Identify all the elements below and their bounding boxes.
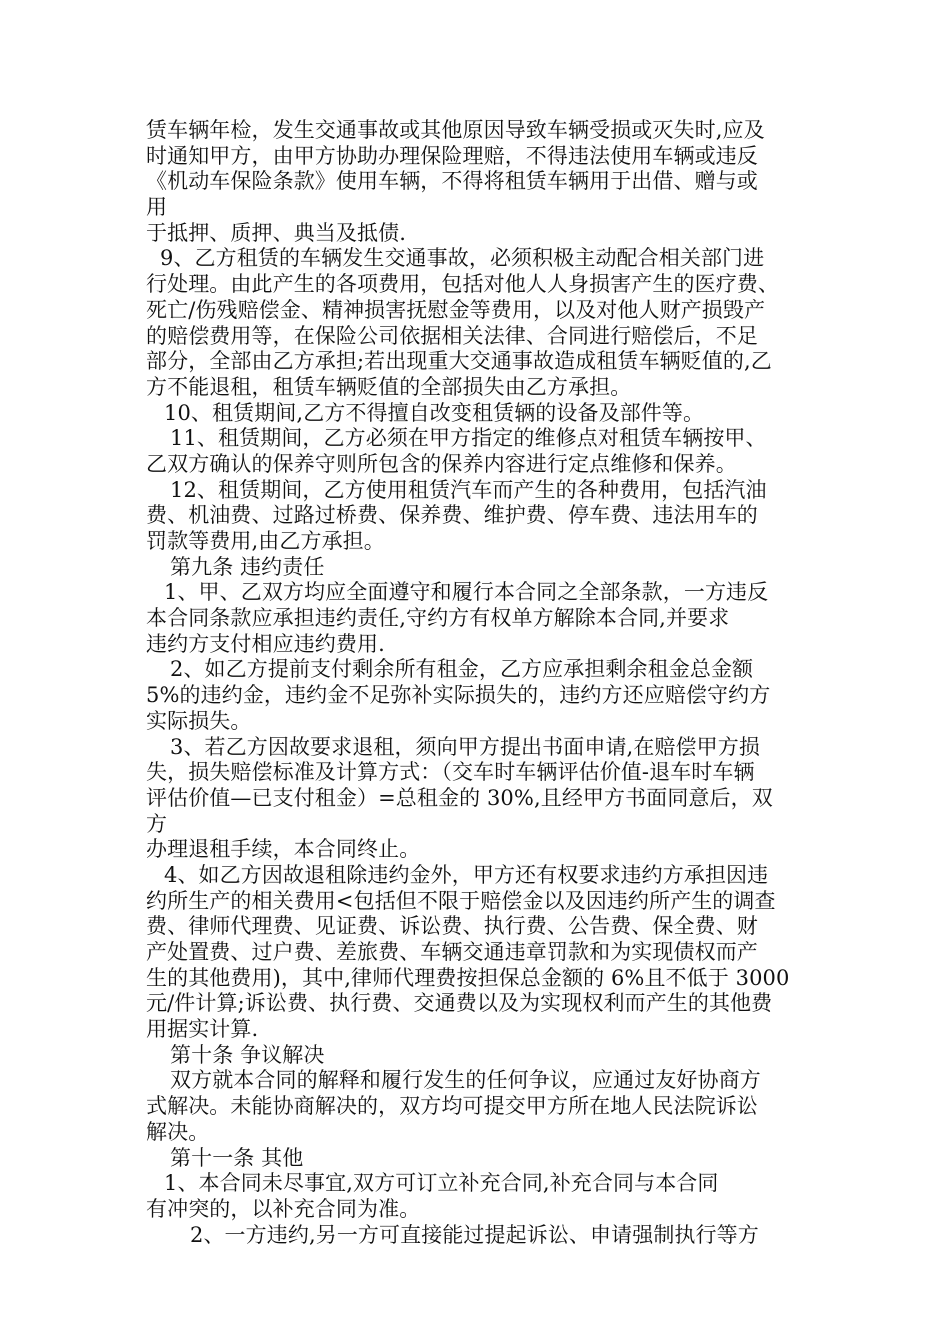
text-line: 用 bbox=[146, 195, 168, 220]
text-line: 于抵押、质押、典当及抵债. bbox=[146, 220, 406, 245]
text-line: 式解决。未能协商解决的，双方均可提交甲方所在地人民法院诉讼 bbox=[146, 1094, 758, 1119]
text-line: 办理退租手续，本合同终止。 bbox=[146, 837, 421, 862]
text-line: 约所生产的相关费用<包括但不限于赔偿金以及因违约所产生的调查 bbox=[146, 888, 776, 913]
document-page bbox=[146, 118, 826, 1248]
text-line: 死亡/伤残赔偿金、精神损害抚慰金等费用，以及对他人财产损毁产 bbox=[146, 297, 766, 322]
text-line: 费、机油费、过路过桥费、保养费、维护费、停车费、违法用车的 bbox=[146, 503, 758, 528]
text-line: 10、租赁期间,乙方不得擅自改变租赁辆的设备及部件等。 bbox=[164, 400, 705, 425]
text-line: 的赔偿费用等，在保险公司依据相关法律、合同进行赔偿后，不足 bbox=[146, 323, 758, 348]
text-line: 罚款等费用,由乙方承担。 bbox=[146, 529, 385, 553]
text-line: 本合同条款应承担违约责任,守约方有权单方解除本合同,并要求 bbox=[146, 606, 730, 631]
text-line: 方不能退租，租赁车辆贬值的全部损失由乙方承担。 bbox=[146, 374, 632, 399]
text-line: 有冲突的，以补充合同为准。 bbox=[146, 1196, 421, 1221]
text-line: 方 bbox=[146, 811, 168, 836]
section-heading: 第九条 违约责任 bbox=[170, 554, 325, 579]
text-line: 解决。 bbox=[146, 1119, 210, 1144]
text-line: 4、如乙方因故退租除违约金外，甲方还有权要求违约方承担因违 bbox=[164, 862, 769, 887]
text-line: 5%的违约金，违约金不足弥补实际损失的，违约方还应赔偿守约方 bbox=[146, 683, 771, 708]
text-line: 元/件计算;诉讼费、执行费、交通费以及为实现权利而产生的其他费 bbox=[146, 991, 773, 1016]
text-line: 12、租赁期间，乙方使用租赁汽车而产生的各种费用，包括汽油 bbox=[170, 477, 767, 502]
section-heading: 第十条 争议解决 bbox=[170, 1042, 325, 1067]
text-line: 生的其他费用)，其中,律师代理费按担保总金额的 6%且不低于 3000 bbox=[146, 965, 790, 990]
text-line: 失，损失赔偿标准及计算方式：（交车时车辆评估价值-退车时车辆 bbox=[146, 760, 755, 785]
text-line: 评估价值—已支付租金）=总租金的 30%,且经甲方书面同意后，双 bbox=[146, 785, 773, 810]
text-line: 11、租赁期间，乙方必须在甲方指定的维修点对租赁车辆按甲、 bbox=[170, 426, 767, 451]
text-line: 赁车辆年检，发生交通事故或其他原因导致车辆受损或灭失时,应及 bbox=[146, 118, 765, 142]
section-heading: 第十一条 其他 bbox=[170, 1145, 304, 1170]
text-line: 行处理。由此产生的各项费用，包括对他人人身损害产生的医疗费、 bbox=[146, 272, 779, 297]
text-line: 1、甲、乙双方均应全面遵守和履行本合同之全部条款，一方违反 bbox=[164, 580, 769, 605]
text-line: 乙双方确认的保养守则所包含的保养内容进行定点维修和保养。 bbox=[146, 451, 737, 476]
text-line: 费、律师代理费、见证费、诉讼费、执行费、公告费、保全费、财 bbox=[146, 914, 758, 939]
text-line: 实际损失。 bbox=[146, 708, 252, 733]
text-line: 违约方支付相应违约费用. bbox=[146, 631, 385, 656]
text-line: 2、如乙方提前支付剩余所有租金，乙方应承担剩余租金总金额 bbox=[170, 657, 754, 682]
text-line: 产处置费、过户费、差旅费、车辆交通违章罚款和为实现债权而产 bbox=[146, 940, 758, 964]
text-line: 2、一方违约,另一方可直接能过提起诉讼、申请强制执行等方 bbox=[190, 1222, 759, 1247]
text-line: 1、本合同未尽事宜,双方可订立补充合同,补充合同与本合同 bbox=[164, 1171, 719, 1196]
text-line: 3、若乙方因故要求退租，须向甲方提出书面申请,在赔偿甲方损 bbox=[170, 734, 760, 759]
text-line: 时通知甲方，由甲方协助办理保险理赔，不得违法使用车辆或违反 bbox=[146, 143, 758, 168]
text-line: 9、乙方租赁的车辆发生交通事故，必须积极主动配合相关部门进 bbox=[160, 246, 765, 271]
text-line: 双方就本合同的解释和履行发生的任何争议，应通过友好协商方 bbox=[170, 1068, 761, 1093]
text-line: 部分，全部由乙方承担;若出现重大交通事故造成租赁车辆贬值的,乙 bbox=[146, 349, 772, 374]
text-line: 用据实计算. bbox=[146, 1017, 259, 1042]
text-line: 《机动车保险条款》使用车辆，不得将租赁车辆用于出借、赠与或 bbox=[146, 169, 758, 194]
